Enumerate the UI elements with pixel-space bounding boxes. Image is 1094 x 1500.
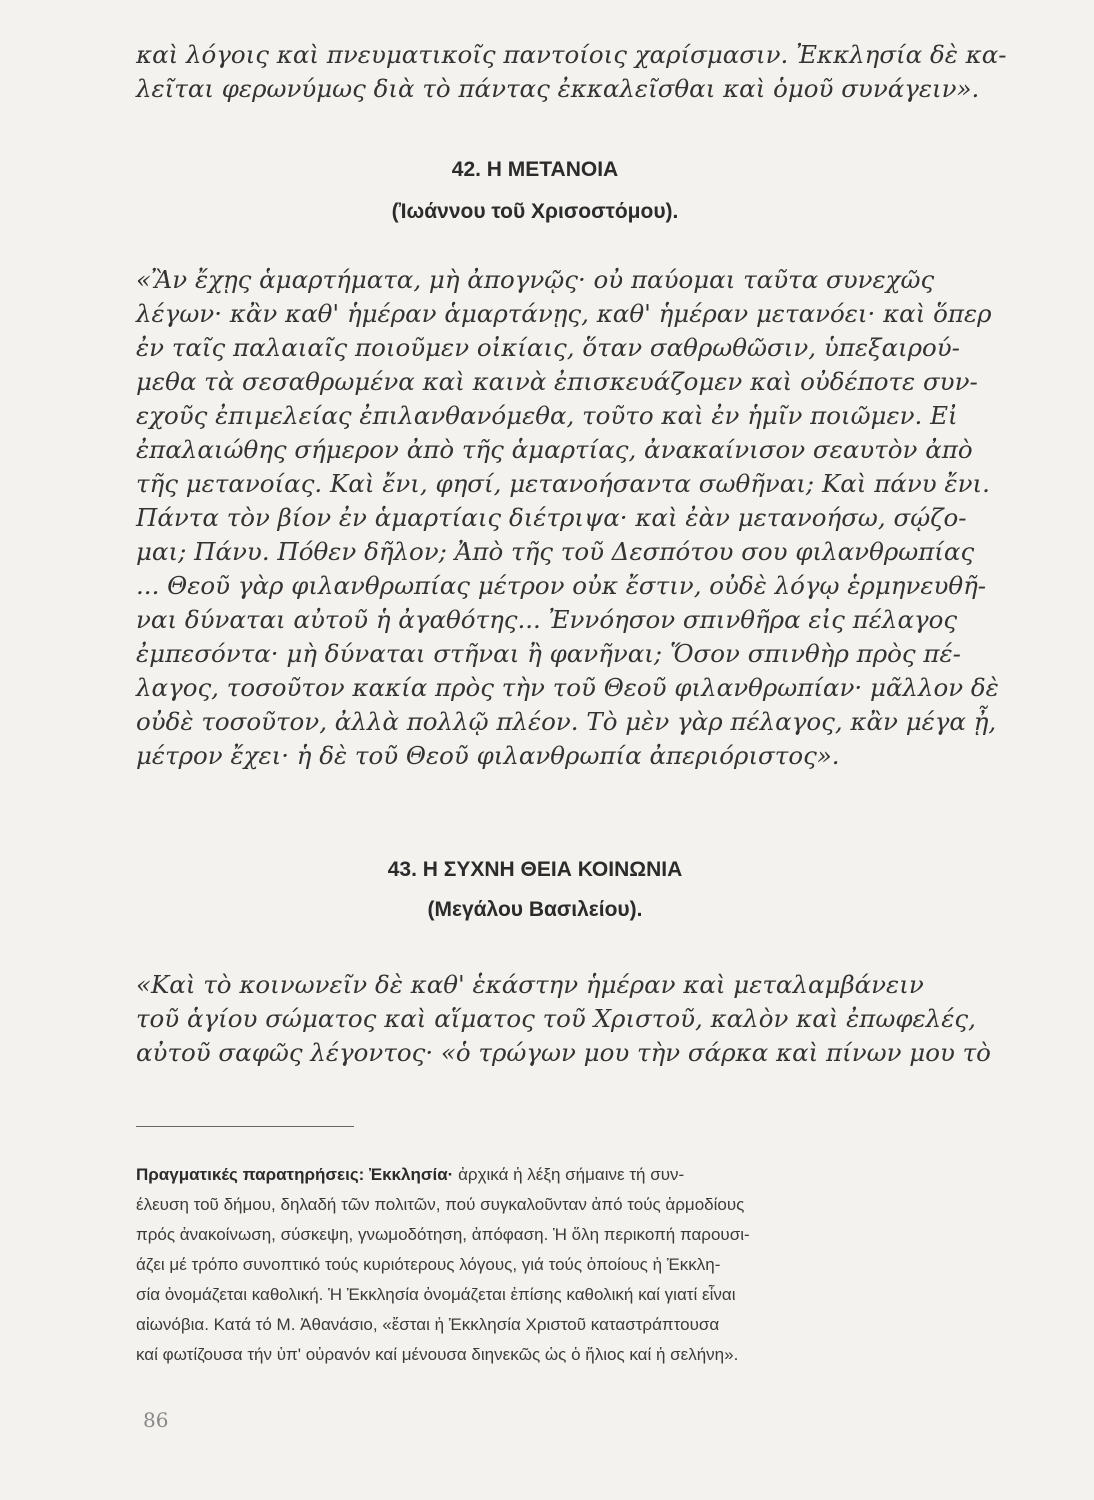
footnote-label: Πραγματικές παρατηρήσεις: xyxy=(136,1165,365,1184)
text-line: ἐν ταῖς παλαιαῖς ποιοῦμεν οἰκίαις, ὅταν σαθρωθῶσιν, ὑπεξαιρού- xyxy=(136,333,960,362)
text-line: αὐτοῦ σαφῶς λέγοντος· «ὁ τρώγων μου τὴν σάρκα καὶ πίνων μου τὸ xyxy=(136,1038,991,1067)
section-43-title: 43. Η ΣΥΧΝΗ ΘΕΙΑ ΚΟΙΝΩΝΙΑ xyxy=(387,858,683,881)
footnote xyxy=(136,1160,1026,1370)
footnote-line: έλευση τοῦ δήμου, δηλαδή τῶν πολιτῶν, πού συγκαλοῦνταν ἀπό τούς ἁρμοδίους xyxy=(136,1195,745,1214)
text-line: εχοῦς ἐπιμελείας ἐπιλανθανόμεθα, τοῦτο καὶ ἐν ἡμῖν ποιῶμεν. Εἰ xyxy=(136,401,958,430)
footnote-line: σία ὀνομάζεται καθολική. Ἡ Ἐκκλησία ὀνομάζεται ἐπίσης καθολική καί γιατί εἶναι xyxy=(136,1285,736,1304)
text-line: τῆς μετανοίας. Καὶ ἔνι, φησί, μετανοήσαντα σωθῆναι; Καὶ πάνυ ἔνι. xyxy=(136,469,990,498)
footnote-text: ἀρχικά ἡ λέξη σήμαινε τή συν- xyxy=(458,1165,685,1184)
text-line: οὐδὲ τοσοῦτον, ἀλλὰ πολλῷ πλέον. Τὸ μὲν γὰρ πέλαγος, κἂν μέγα ᾖ, xyxy=(136,707,997,736)
section-42-body xyxy=(136,263,1020,773)
footnote-line xyxy=(136,1160,1026,1190)
text-line: ναι δύναται αὐτοῦ ἡ ἀγαθότης... Ἐννόησον σπινθῆρα εἰς πέλαγος xyxy=(136,605,958,634)
text-line: ... Θεοῦ γὰρ φιλανθρωπίας μέτρον οὐκ ἔστιν, οὐδὲ λόγῳ ἑρμηνευθῆ- xyxy=(136,571,987,600)
footnote-line: πρός ἀνακοίνωση, σύσκεψη, γνωμοδότηση, ἀπόφαση. Ἡ ὅλη περικοπή παρουσι- xyxy=(136,1225,750,1244)
footnote-divider xyxy=(136,1126,354,1127)
footnote-line: άζει μέ τρόπο συνοπτικό τούς κυριότερους λόγους, γιά τούς ὁποίους ἡ Ἐκκλη- xyxy=(136,1255,721,1274)
intro-paragraph xyxy=(136,38,1020,106)
text-line: καὶ λόγοις καὶ πνευματικοῖς παντοίοις χαρίσμασιν. Ἐκκλησία δὲ κα- xyxy=(136,40,1007,69)
text-line: μέτρον ἔχει· ἡ δὲ τοῦ Θεοῦ φιλανθρωπία ἀπεριόριστος». xyxy=(136,741,840,770)
text-line: «Καὶ τὸ κοινωνεῖν δὲ καθ' ἑκάστην ἡμέραν καὶ μεταλαμβάνειν xyxy=(136,970,924,999)
text-line: μαι; Πάνυ. Πόθεν δῆλον; Ἀπὸ τῆς τοῦ Δεσπότου σου φιλανθρωπίας xyxy=(136,537,975,566)
section-43-body xyxy=(136,968,1020,1070)
text-line: ἐμπεσόντα· μὴ δύναται στῆναι ἢ φανῆναι; Ὅσον σπινθὴρ πρὸς πέ- xyxy=(136,639,961,668)
text-line: «Ἂν ἔχῃς ἁμαρτήματα, μὴ ἀπογνῷς· οὐ παύομαι ταῦτα συνεχῶς xyxy=(136,265,935,294)
section-43-source: (Μεγάλου Βασιλείου). xyxy=(427,898,643,921)
text-line: λέγων· κἂν καθ' ἡμέραν ἁμαρτάνῃς, καθ' ἡμέραν μετανόει· καὶ ὅπερ xyxy=(136,299,992,328)
footnote-line: καί φωτίζουσα τήν ὑπ' οὐρανόν καί μένουσα διηνεκῶς ὡς ὁ ἥλιος καί ἡ σελήνη». xyxy=(136,1345,739,1364)
text-line: Πάντα τὸν βίον ἐν ἁμαρτίαις διέτριψα· καὶ ἐὰν μετανοήσω, σῴζο- xyxy=(136,503,967,532)
section-42-title: 42. Η ΜΕΤΑΝΟΙΑ xyxy=(451,158,619,181)
text-line: ἐπαλαιώθης σήμερον ἀπὸ τῆς ἁμαρτίας, ἀνακαίνισον σεαυτὸν ἀπὸ xyxy=(136,435,973,464)
footnote-term: Ἐκκλησία· xyxy=(369,1165,454,1184)
text-line: λεῖται φερωνύμως διὰ τὸ πάντας ἐκκαλεῖσθαι καὶ ὁμοῦ συνάγειν». xyxy=(136,74,980,103)
text-line: τοῦ ἁγίου σώματος καὶ αἵματος τοῦ Χριστοῦ, καλὸν καὶ ἐπωφελές, xyxy=(136,1004,976,1033)
text-line: λαγος, τοσοῦτον κακία πρὸς τὴν τοῦ Θεοῦ φιλανθρωπίαν· μᾶλλον δὲ xyxy=(136,673,999,702)
footnote-line: αἰωνόβια. Κατά τό Μ. Ἀθανάσιο, «ἔσται ἡ Ἐκκλησία Χριστοῦ καταστράπτουσα xyxy=(136,1315,720,1334)
page-number: 86 xyxy=(143,1408,169,1432)
section-42-source: (Ἰωάννου τοῦ Χρισοστόμου). xyxy=(391,200,679,223)
text-line: μεθα τὰ σεσαθρωμένα καὶ καινὰ ἐπισκευάζομεν καὶ οὐδέποτε συν- xyxy=(136,367,978,396)
